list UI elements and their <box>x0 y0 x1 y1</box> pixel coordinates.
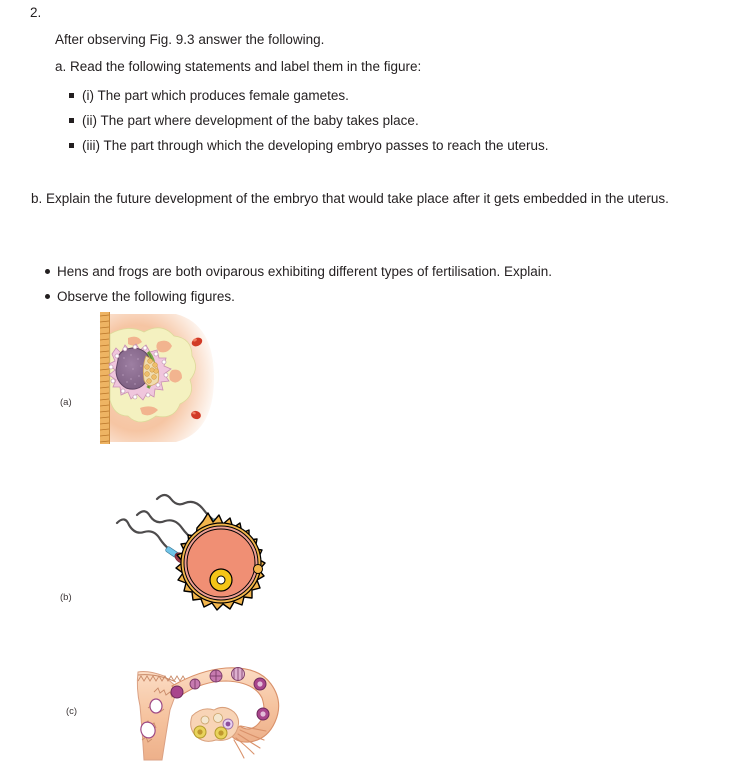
task-bullet-list <box>42 259 552 309</box>
ovary <box>191 707 239 741</box>
question-number: 2. <box>30 5 42 20</box>
figure-label-c: (c) <box>66 706 78 717</box>
list-item-label: Observe the following figures. <box>57 289 235 304</box>
question-part-a: a. Read the following statements and label them in the figure: <box>55 59 422 74</box>
list-item-label: (ii) The part where development of the baby takes place. <box>82 113 419 128</box>
list-item-label: Hens and frogs are both oviparous exhibiting different types of fertilisation. Explain. <box>57 264 553 279</box>
square-bullet-icon <box>69 93 74 98</box>
ovum <box>176 513 265 610</box>
figure-embryo-journey-oviduct <box>108 648 298 764</box>
list-item <box>57 259 552 284</box>
figure-embryo-implantation <box>88 312 228 444</box>
list-item <box>82 83 549 108</box>
endometrium-stripe-band <box>100 312 110 444</box>
list-item <box>57 284 552 309</box>
list-item-label: (i) The part which produces female gametes. <box>82 88 349 103</box>
roman-statement-list <box>66 83 549 158</box>
list-item <box>82 108 549 133</box>
round-bullet-icon <box>45 269 50 274</box>
round-bullet-icon <box>45 294 50 299</box>
square-bullet-icon <box>69 118 74 123</box>
square-bullet-icon <box>69 143 74 148</box>
figure-label-a: (a) <box>60 397 72 408</box>
question-part-b: b. Explain the future development of the embryo that would take place after it gets embedded in the uterus. <box>31 191 669 206</box>
list-item-label: (iii) The part through which the developing embryo passes to reach the uterus. <box>82 138 549 153</box>
sperm-cell <box>117 519 189 565</box>
figure-fertilisation-of-ovum <box>115 487 270 632</box>
uterus-body <box>137 672 178 761</box>
figure-label-b: (b) <box>60 592 72 603</box>
list-item <box>82 133 549 158</box>
question-intro: After observing Fig. 9.3 answer the following. <box>55 32 325 47</box>
